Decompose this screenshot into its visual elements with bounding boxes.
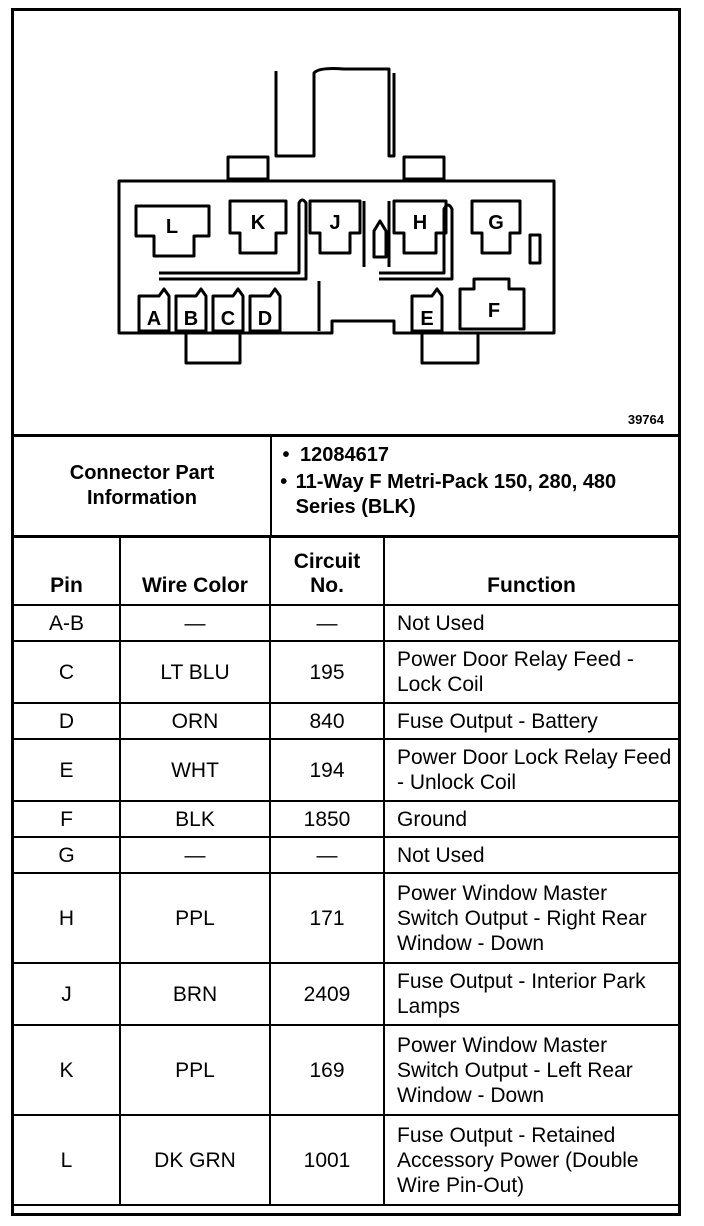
header-pin: Pin bbox=[14, 538, 120, 605]
table-row bbox=[14, 873, 678, 963]
cell-wire-color: BLK bbox=[120, 801, 270, 837]
pin-label-g: G bbox=[488, 212, 504, 234]
table-row bbox=[14, 739, 678, 801]
cell-wire-color: WHT bbox=[120, 739, 270, 801]
table-header-row bbox=[14, 538, 678, 605]
table-row bbox=[14, 1115, 678, 1205]
cell-function: Power Window Master Switch Output - Right Rear Window - Down bbox=[384, 873, 678, 963]
cell-pin: A-B bbox=[14, 605, 120, 641]
pin-label-j: J bbox=[329, 212, 341, 234]
pin-label-c: C bbox=[220, 308, 236, 330]
pin-table bbox=[14, 538, 678, 1206]
cell-function: Fuse Output - Retained Accessory Power (Double Wire Pin-Out) bbox=[384, 1115, 678, 1205]
cell-wire-color: ORN bbox=[120, 703, 270, 739]
cell-pin: H bbox=[14, 873, 120, 963]
connector-sheet bbox=[11, 8, 681, 1216]
table-row bbox=[14, 801, 678, 837]
header-function: Function bbox=[384, 538, 678, 605]
cell-function: Ground bbox=[384, 801, 678, 837]
cell-circuit-no: 2409 bbox=[270, 963, 384, 1025]
cell-pin: K bbox=[14, 1025, 120, 1115]
cell-function: Power Window Master Switch Output - Left Rear Window - Down bbox=[384, 1025, 678, 1115]
cell-function: Power Door Relay Feed - Lock Coil bbox=[384, 641, 678, 703]
connector-diagram bbox=[14, 11, 678, 437]
cell-wire-color: BRN bbox=[120, 963, 270, 1025]
part-info-label: Connector Part Information bbox=[14, 437, 272, 535]
cell-function: Power Door Lock Relay Feed - Unlock Coil bbox=[384, 739, 678, 801]
cell-circuit-no: 171 bbox=[270, 873, 384, 963]
cell-wire-color: PPL bbox=[120, 1025, 270, 1115]
cell-circuit-no: — bbox=[270, 605, 384, 641]
pin-label-f: F bbox=[487, 300, 501, 322]
pin-label-d: D bbox=[257, 308, 273, 330]
cell-pin: F bbox=[14, 801, 120, 837]
table-row bbox=[14, 703, 678, 739]
figure-number: 39764 bbox=[627, 412, 664, 427]
cell-pin: D bbox=[14, 703, 120, 739]
cell-circuit-no: 194 bbox=[270, 739, 384, 801]
cell-pin: C bbox=[14, 641, 120, 703]
bullet-icon: • bbox=[282, 444, 290, 466]
table-row bbox=[14, 963, 678, 1025]
part-info-item: • 11-Way F Metri-Pack 150, 280, 480 Series (BLK) bbox=[272, 470, 672, 520]
pin-label-b: B bbox=[183, 308, 199, 330]
table-row bbox=[14, 837, 678, 873]
cell-circuit-no: 1001 bbox=[270, 1115, 384, 1205]
pin-label-e: E bbox=[420, 308, 434, 330]
connector-drawing bbox=[14, 11, 678, 434]
bullet-icon: • bbox=[280, 471, 288, 493]
part-info-list bbox=[272, 441, 672, 520]
header-wire-color: Wire Color bbox=[120, 538, 270, 605]
cell-function: Fuse Output - Interior Park Lamps bbox=[384, 963, 678, 1025]
cell-wire-color: DK GRN bbox=[120, 1115, 270, 1205]
table-row bbox=[14, 605, 678, 641]
cell-wire-color: — bbox=[120, 837, 270, 873]
cell-circuit-no: 840 bbox=[270, 703, 384, 739]
cell-function: Not Used bbox=[384, 837, 678, 873]
pin-label-h: H bbox=[412, 212, 428, 234]
cell-pin: E bbox=[14, 739, 120, 801]
header-circuit-no: Circuit No. bbox=[270, 538, 384, 605]
cell-circuit-no: 195 bbox=[270, 641, 384, 703]
table-row bbox=[14, 641, 678, 703]
cell-pin: J bbox=[14, 963, 120, 1025]
cell-pin: G bbox=[14, 837, 120, 873]
cell-function: Not Used bbox=[384, 605, 678, 641]
pin-label-a: A bbox=[146, 308, 162, 330]
cell-wire-color: PPL bbox=[120, 873, 270, 963]
cell-wire-color: LT BLU bbox=[120, 641, 270, 703]
pin-label-l: L bbox=[165, 216, 179, 238]
part-info-item: • 12084617 bbox=[272, 443, 672, 468]
cell-circuit-no: 1850 bbox=[270, 801, 384, 837]
cell-function: Fuse Output - Battery bbox=[384, 703, 678, 739]
pin-label-k: K bbox=[250, 212, 266, 234]
cell-circuit-no: 169 bbox=[270, 1025, 384, 1115]
cell-wire-color: — bbox=[120, 605, 270, 641]
cell-pin: L bbox=[14, 1115, 120, 1205]
table-row bbox=[14, 1025, 678, 1115]
connector-part-information bbox=[14, 437, 678, 538]
cell-circuit-no: — bbox=[270, 837, 384, 873]
